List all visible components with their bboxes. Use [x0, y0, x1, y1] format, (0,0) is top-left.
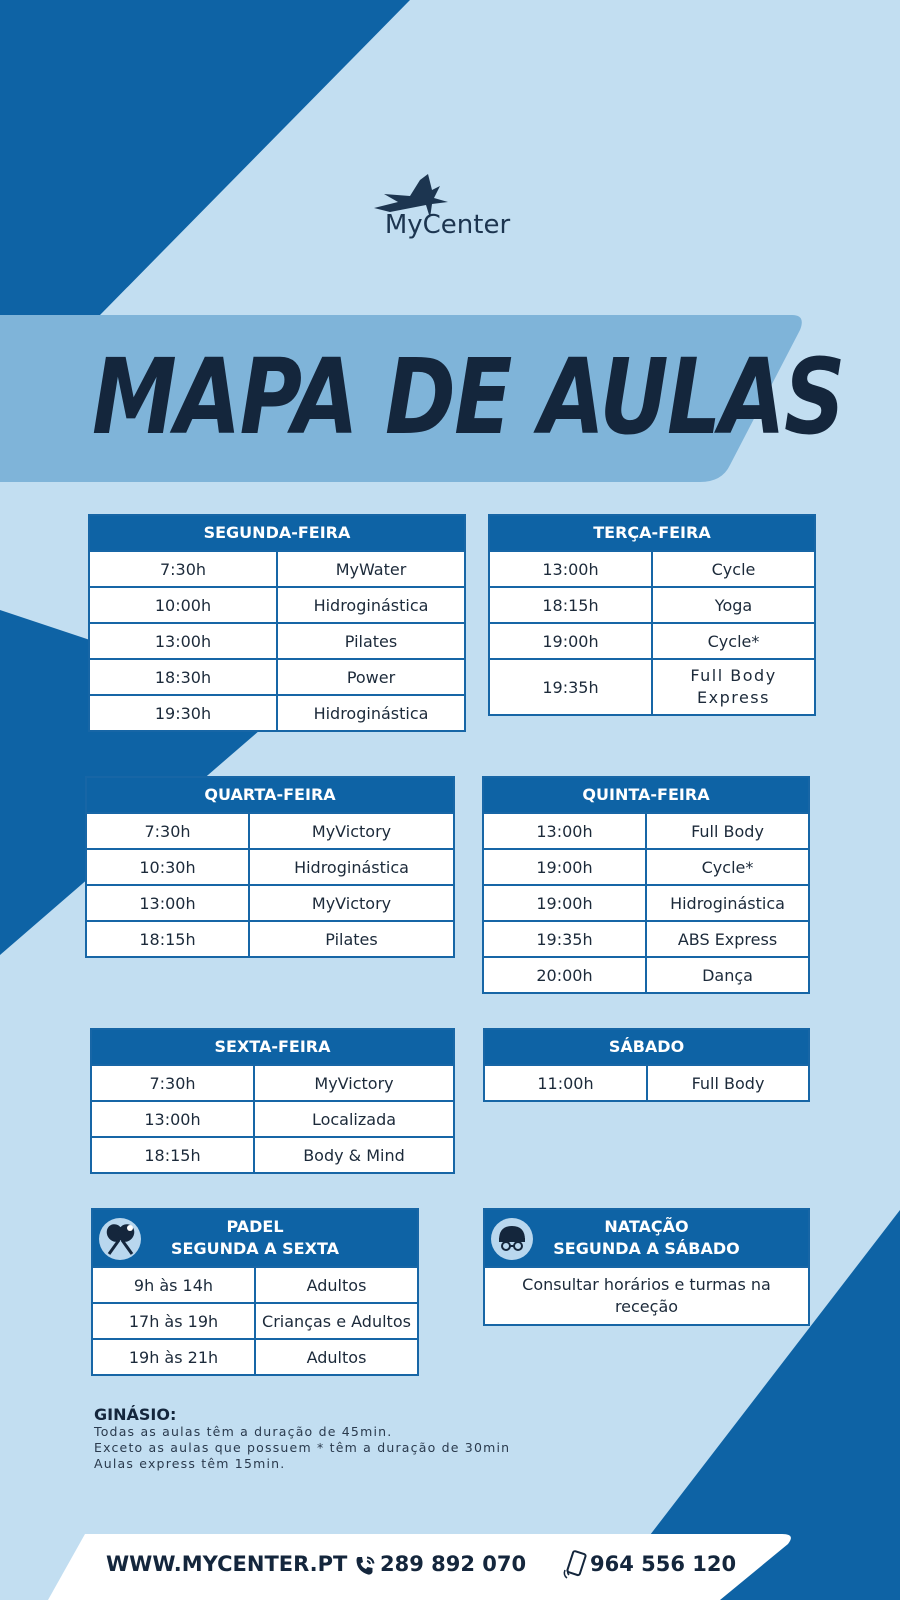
class-cell: Power	[346, 667, 396, 687]
table-row	[92, 1064, 453, 1100]
ginasio-note	[94, 1405, 614, 1472]
website-link[interactable]: WWW.MYCENTER.PT	[106, 1552, 348, 1576]
class-cell: Pilates	[325, 929, 378, 949]
class-cell: Yoga	[714, 595, 753, 615]
table-row	[484, 884, 808, 920]
day-header: TERÇA-FEIRA	[490, 516, 814, 550]
time-cell: 19:35h	[490, 660, 653, 714]
group-cell: Adultos	[306, 1275, 367, 1295]
table-row	[87, 848, 453, 884]
class-cell: MyVictory	[311, 821, 392, 841]
page-title: MAPA DE AULAS	[92, 336, 844, 458]
class-cell: MyVictory	[314, 1073, 394, 1093]
table-row	[484, 812, 808, 848]
natacao-info: Consultar horários e turmas na receção	[522, 1275, 771, 1316]
table-row	[90, 694, 464, 730]
schedule-table-quarta	[85, 776, 455, 958]
schedule-table-sabado	[483, 1028, 810, 1102]
table-row	[490, 622, 814, 658]
time-cell: 7:30h	[92, 1066, 255, 1100]
time-cell: 19:00h	[484, 850, 647, 884]
time-cell: 19:30h	[90, 696, 278, 730]
group-cell: Adultos	[306, 1347, 367, 1367]
table-row	[90, 586, 464, 622]
table-row	[93, 1302, 417, 1338]
table-row	[92, 1100, 453, 1136]
time-cell: 18:30h	[90, 660, 278, 694]
natacao-header	[485, 1210, 808, 1266]
time-cell: 19:35h	[484, 922, 647, 956]
time-cell: 18:15h	[87, 922, 250, 956]
class-cell: Full Body	[691, 821, 764, 841]
table-row	[93, 1266, 417, 1302]
day-header: SEXTA-FEIRA	[92, 1030, 453, 1064]
table-row	[90, 550, 464, 586]
time-cell: 10:30h	[87, 850, 250, 884]
table-row	[90, 622, 464, 658]
mycenter-logo[interactable]	[370, 170, 530, 250]
class-cell: Cycle*	[701, 857, 754, 877]
time-cell: 9h às 14h	[93, 1268, 256, 1302]
ginasio-line: Todas as aulas têm a duração de 45min.	[94, 1424, 393, 1439]
table-row	[485, 1266, 808, 1324]
phone-icon	[353, 1554, 377, 1578]
time-cell: 7:30h	[87, 814, 250, 848]
mobile-phone-icon	[562, 1550, 588, 1580]
table-row	[485, 1064, 808, 1100]
natacao-subtitle: SEGUNDA A SÁBADO	[553, 1239, 740, 1258]
logo-text: MyCenter	[384, 210, 511, 240]
class-cell: Hidroginástica	[313, 703, 429, 723]
time-cell: 18:15h	[490, 588, 653, 622]
class-cell: Localizada	[311, 1109, 397, 1129]
ginasio-line: Aulas express têm 15min.	[94, 1456, 286, 1471]
schedule-table-sexta	[90, 1028, 455, 1174]
class-cell: Cycle	[711, 559, 756, 579]
natacao-title: NATAÇÃO	[604, 1217, 689, 1236]
natacao-table	[483, 1208, 810, 1326]
class-cell: MyVictory	[311, 893, 392, 913]
time-cell: 13:00h	[490, 552, 653, 586]
schedule-table-terca	[488, 514, 816, 716]
class-cell: Hidroginástica	[294, 857, 409, 877]
time-cell: 13:00h	[92, 1102, 255, 1136]
table-row	[87, 884, 453, 920]
time-cell: 13:00h	[484, 814, 647, 848]
time-cell: 18:15h	[92, 1138, 255, 1172]
schedule-table-quinta	[482, 776, 810, 994]
class-cell: Pilates	[344, 631, 398, 651]
schedule-table-segunda	[88, 514, 466, 732]
time-cell: 19:00h	[484, 886, 647, 920]
class-cell: Dança	[702, 965, 753, 985]
ginasio-line: Exceto as aulas que possuem * têm a duração de 30min	[94, 1440, 511, 1455]
padel-header	[93, 1210, 417, 1266]
class-cell: Full Body	[691, 1073, 765, 1093]
class-cell: Hidroginástica	[670, 893, 785, 913]
time-cell: 11:00h	[485, 1066, 648, 1100]
table-row	[87, 920, 453, 956]
table-row	[92, 1136, 453, 1172]
table-row	[484, 956, 808, 992]
mobile-number[interactable]: 964 556 120	[590, 1552, 737, 1576]
padel-subtitle: SEGUNDA A SEXTA	[171, 1239, 339, 1258]
table-row	[87, 812, 453, 848]
time-cell: 17h às 19h	[93, 1304, 256, 1338]
table-row	[90, 658, 464, 694]
day-header: QUARTA-FEIRA	[87, 778, 453, 812]
table-row	[484, 848, 808, 884]
padel-rackets-icon	[99, 1218, 141, 1260]
ginasio-heading: GINÁSIO:	[94, 1405, 177, 1424]
table-row	[484, 920, 808, 956]
time-cell: 19:00h	[490, 624, 653, 658]
time-cell: 13:00h	[87, 886, 250, 920]
class-cell: Body & Mind	[303, 1145, 405, 1165]
class-cell: MyWater	[335, 559, 407, 579]
table-row	[93, 1338, 417, 1374]
class-cell: Hidroginástica	[313, 595, 429, 615]
padel-table	[91, 1208, 419, 1376]
time-cell: 19h às 21h	[93, 1340, 256, 1374]
day-header: QUINTA-FEIRA	[484, 778, 808, 812]
class-cell: ABS Express	[677, 929, 778, 949]
table-row	[490, 658, 814, 714]
time-cell: 7:30h	[90, 552, 278, 586]
swimmer-icon	[491, 1218, 533, 1260]
day-header: SEGUNDA-FEIRA	[90, 516, 464, 550]
table-row	[490, 586, 814, 622]
time-cell: 10:00h	[90, 588, 278, 622]
footer-contact-bar	[0, 1530, 900, 1600]
phone-number[interactable]: 289 892 070	[380, 1552, 527, 1576]
day-header: SÁBADO	[485, 1030, 808, 1064]
class-cell: Full Body Express	[690, 666, 777, 707]
class-cell: Cycle*	[707, 631, 760, 651]
time-cell: 13:00h	[90, 624, 278, 658]
padel-title: PADEL	[226, 1217, 284, 1236]
time-cell: 20:00h	[484, 958, 647, 992]
group-cell: Crianças e Adultos	[262, 1311, 411, 1331]
table-row	[490, 550, 814, 586]
